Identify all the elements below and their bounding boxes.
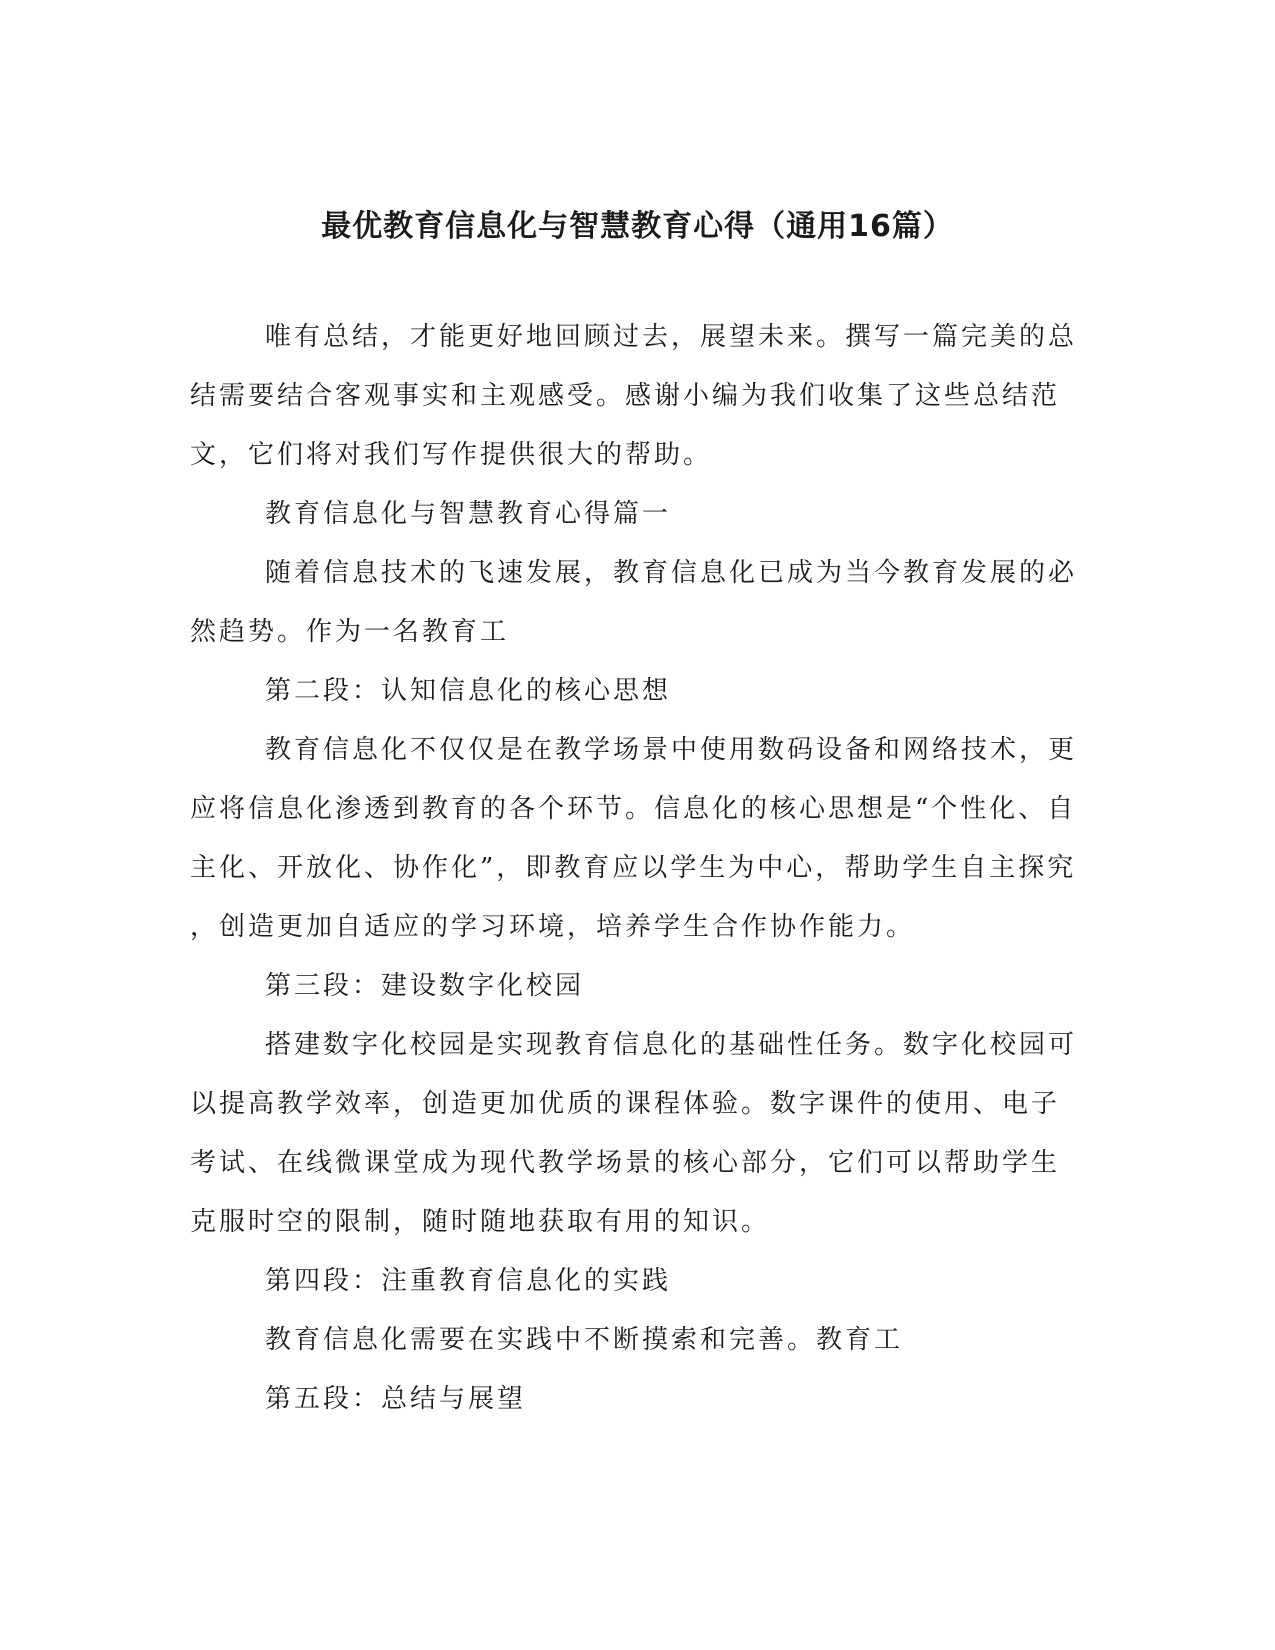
section-heading-2: 第二段：认知信息化的核心思想: [265, 676, 672, 706]
paragraph-1-line-2: 然趋势。作为一名教育工: [190, 617, 510, 647]
paragraph-4-line-1: 教育信息化需要在实践中不断摸索和完善。教育工: [265, 1325, 904, 1355]
paragraph-2-line-2: 应将信息化渗透到教育的各个环节。信息化的核心思想是“个性化、自: [190, 794, 1077, 824]
paragraph-1-line-1: 随着信息技术的飞速发展，教育信息化已成为当今教育发展的必: [265, 558, 1078, 588]
paragraph-3-line-1: 搭建数字化校园是实现教育信息化的基础性任务。数字化校园可: [265, 1030, 1078, 1060]
paragraph-3-line-2: 以提高教学效率，创造更加优质的课程体验。数字课件的使用、电子: [190, 1089, 1061, 1119]
section-heading-1: 教育信息化与智慧教育心得篇一: [265, 499, 672, 529]
section-heading-3: 第三段：建设数字化校园: [265, 971, 585, 1001]
paragraph-3-line-3: 考试、在线微课堂成为现代教学场景的核心部分，它们可以帮助学生: [190, 1148, 1061, 1178]
paragraph-3-line-4: 克服时空的限制，随时随地获取有用的知识。: [190, 1207, 771, 1237]
intro-line-3: 文，它们将对我们写作提供很大的帮助。: [190, 440, 713, 470]
paragraph-2-line-1: 教育信息化不仅仅是在教学场景中使用数码设备和网络技术，更: [265, 735, 1078, 765]
section-heading-4: 第四段：注重教育信息化的实践: [265, 1266, 672, 1296]
paragraph-2-line-4: ，创造更加自适应的学习环境，培养学生合作协作能力。: [190, 912, 916, 942]
paragraph-2-line-3: 主化、开放化、协作化”，即教育应以学生为中心，帮助学生自主探究: [190, 853, 1077, 883]
document-title: 最优教育信息化与智慧教育心得（通用16篇）: [321, 209, 954, 244]
section-heading-5: 第五段：总结与展望: [265, 1384, 527, 1414]
intro-line-1: 唯有总结，才能更好地回顾过去，展望未来。撰写一篇完美的总: [265, 322, 1078, 352]
intro-line-2: 结需要结合客观事实和主观感受。感谢小编为我们收集了这些总结范: [190, 381, 1061, 411]
